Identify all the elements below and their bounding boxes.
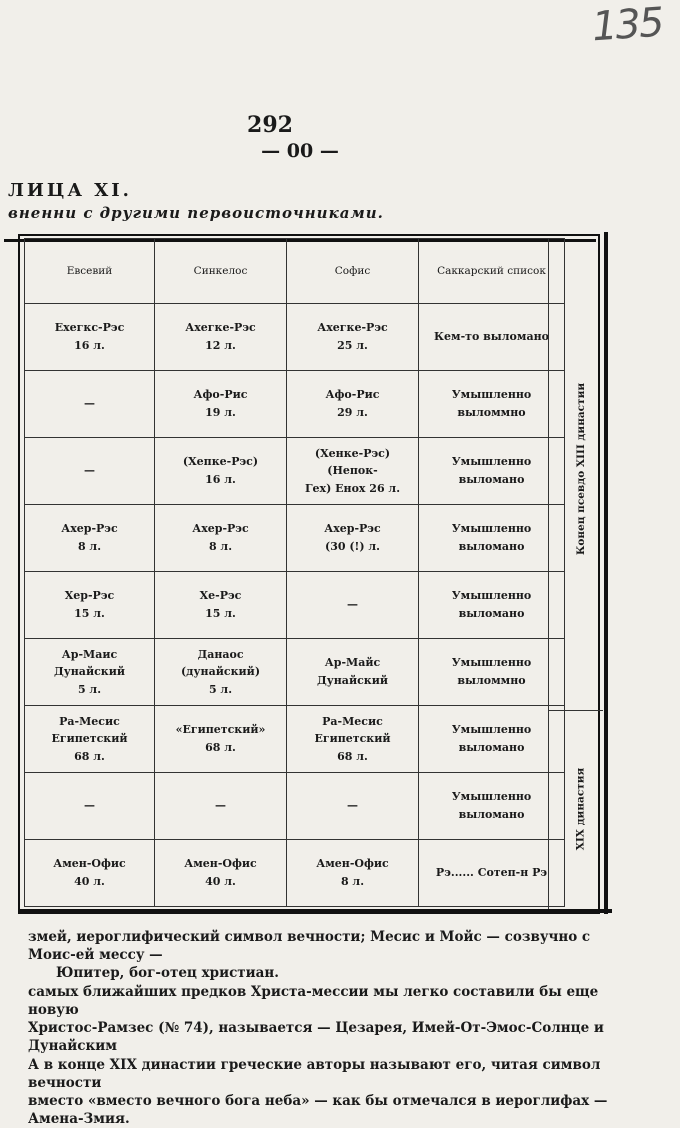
table-cell <box>25 438 155 505</box>
cell-line: Гех) Енох 26 л. <box>304 481 401 495</box>
cell-line: Ра-Месис Египетский <box>51 714 128 746</box>
cell-line: Умышленно выломано <box>451 723 532 754</box>
cell-line: 8 л. <box>340 875 365 888</box>
cell-line: (Хепке-Рэс) <box>182 455 259 469</box>
cell-line: 12 л. <box>205 339 236 352</box>
cell-line: Ахер-Рэс <box>61 522 118 536</box>
table-cell <box>287 371 419 438</box>
cell-line: Кем-то выломано <box>434 330 549 344</box>
cell-line: 68 л. <box>205 741 236 754</box>
body-text <box>28 928 618 1128</box>
cell-line: (30 (!) л. <box>325 540 380 553</box>
cell-line: 5 л. <box>77 682 102 696</box>
cell-line: — <box>84 397 95 411</box>
cell-line: 25 л. <box>337 339 368 352</box>
table-cell <box>419 304 565 371</box>
table-cell <box>155 773 287 840</box>
cell-line: Амен-Офис <box>53 857 126 871</box>
cell-line: 15 л. <box>74 607 105 620</box>
header-sinkelos: Синкелос <box>155 239 287 304</box>
cell-line: 19 л. <box>205 406 236 419</box>
cell-line: Афо-Рис <box>193 388 248 402</box>
cell-line: Афо-Рис <box>325 388 380 402</box>
section-heading: ЛИЦА XI. <box>8 180 132 201</box>
cell-line: Умышленно выломано <box>451 455 532 486</box>
cell-line: «Египетский» <box>175 723 266 737</box>
cell-line: 15 л. <box>205 607 236 620</box>
header-sakkara-list: Саккарский список <box>419 239 565 304</box>
side-label-top: Конец псевдо XIII династии <box>575 382 588 556</box>
paragraph-line: Юпитер, бог-отец христиан. <box>56 965 280 982</box>
table-cell <box>25 639 155 706</box>
cell-line: 40 л. <box>74 875 105 888</box>
table-cell <box>25 773 155 840</box>
table-cell <box>419 840 565 907</box>
side-column-top <box>548 238 603 710</box>
table-cell <box>287 572 419 639</box>
paragraph-line: вместо «вместо вечного бога неба» — как бы отмечался в иероглифах — Амена-Змия. <box>28 1092 608 1128</box>
table-cell <box>419 773 565 840</box>
table-cell <box>419 371 565 438</box>
table-row <box>25 304 565 371</box>
table-cell <box>155 572 287 639</box>
table-row <box>25 773 565 840</box>
cell-line: Хе-Рэс <box>199 589 242 603</box>
table-row <box>25 438 565 505</box>
cell-line: Амен-Офис <box>316 857 389 871</box>
table-cell <box>25 840 155 907</box>
table-cell <box>287 706 419 773</box>
cell-line: 29 л. <box>337 406 368 419</box>
side-column-bottom <box>548 710 603 911</box>
table-cell <box>25 304 155 371</box>
table-cell <box>155 639 287 706</box>
cell-line: — <box>215 799 226 813</box>
cell-line: 16 л. <box>74 339 105 352</box>
king-list-table <box>24 238 565 907</box>
cell-line: Ар-Майс <box>324 656 381 670</box>
cell-line: 16 л. <box>205 473 236 486</box>
header-sofis: Софис <box>287 239 419 304</box>
cell-line: Умышленно выломмно <box>451 388 532 419</box>
cell-line: Хер-Рэс <box>64 589 115 603</box>
paragraph-line: змей, иероглифический символ вечности; Месис и Мойс — созвучно с Моис-ей мессу — <box>28 929 591 964</box>
table-right-rule <box>604 232 608 914</box>
table-cell <box>287 304 419 371</box>
table-cell <box>287 840 419 907</box>
cell-line: — <box>84 799 95 813</box>
cell-line: Ехегкс-Рэс <box>54 321 125 335</box>
cell-line: Ахегке-Рэс <box>185 321 256 335</box>
section-subheading: вненни с другими первоисточниками. <box>8 204 384 222</box>
table-row <box>25 706 565 773</box>
cell-line: Умышленно выломано <box>451 522 532 553</box>
paragraph-line: самых ближайших предков Христа-мессии мы легко составили бы еще новую <box>28 983 599 1018</box>
sub-number: — 00 — <box>261 140 339 162</box>
cell-line: 40 л. <box>205 875 236 888</box>
cell-line: Дунайский <box>316 674 389 687</box>
table-cell <box>25 371 155 438</box>
table-cell <box>155 505 287 572</box>
table-cell <box>25 706 155 773</box>
header-evsevii: Евсевий <box>25 239 155 304</box>
table-cell <box>155 371 287 438</box>
table-cell <box>419 706 565 773</box>
cell-line: — <box>347 598 358 612</box>
table-cell <box>155 706 287 773</box>
cell-line: 68 л. <box>74 749 105 763</box>
table-cell <box>25 505 155 572</box>
cell-line: 8 л. <box>77 540 102 553</box>
table-cell <box>419 572 565 639</box>
cell-line: Ар-Маис Дунайский <box>53 647 126 679</box>
table-row <box>25 639 565 706</box>
table-row <box>25 572 565 639</box>
cell-line: Рэ...... Сотеп-н Рэ <box>435 866 548 880</box>
table-cell <box>419 438 565 505</box>
table-row <box>25 505 565 572</box>
cell-line: Умышленно выломано <box>451 790 532 821</box>
cell-line: — <box>347 799 358 813</box>
table-cell <box>155 840 287 907</box>
table-header-row <box>25 239 565 304</box>
cell-line: 5 л. <box>208 682 233 696</box>
cell-line: — <box>84 464 95 478</box>
table-cell <box>419 639 565 706</box>
table-row <box>25 371 565 438</box>
cell-line: Умышленно выломмно <box>451 656 532 687</box>
side-label-bottom: XIX династия <box>574 767 587 851</box>
cell-line: Амен-Офис <box>184 857 257 871</box>
table-cell <box>155 438 287 505</box>
handwritten-page-number: 135 <box>590 0 664 51</box>
paragraph-line: А в конце XIX династии греческие авторы называют его, читая символ вечности <box>28 1056 601 1091</box>
cell-line: Умышленно выломано <box>451 589 532 620</box>
table-cell <box>25 572 155 639</box>
cell-line: (Хенке-Рэс) (Непок- <box>314 446 391 478</box>
cell-line: Ахер-Рэс <box>324 522 381 536</box>
table-cell <box>287 438 419 505</box>
table-cell <box>419 505 565 572</box>
cell-line: 68 л. <box>337 749 368 763</box>
cell-line: Ахер-Рэс <box>192 522 249 536</box>
cell-line: Данаос (дунайский) <box>180 647 261 679</box>
paragraph-line: Христос-Рамзес (№ 74), называется — Цезарея, Имей-От-Эмос-Солнце и Дунайским <box>28 1020 604 1055</box>
cell-line: 8 л. <box>208 540 233 553</box>
page-number: 292 <box>247 112 293 138</box>
table-row <box>25 840 565 907</box>
table-cell <box>287 773 419 840</box>
table-cell <box>155 304 287 371</box>
cell-line: Ра-Месис Египетский <box>314 714 391 746</box>
cell-line: Ахегке-Рэс <box>317 321 388 335</box>
table-cell <box>287 639 419 706</box>
table-cell <box>287 505 419 572</box>
table-bottom-rule <box>18 909 612 913</box>
